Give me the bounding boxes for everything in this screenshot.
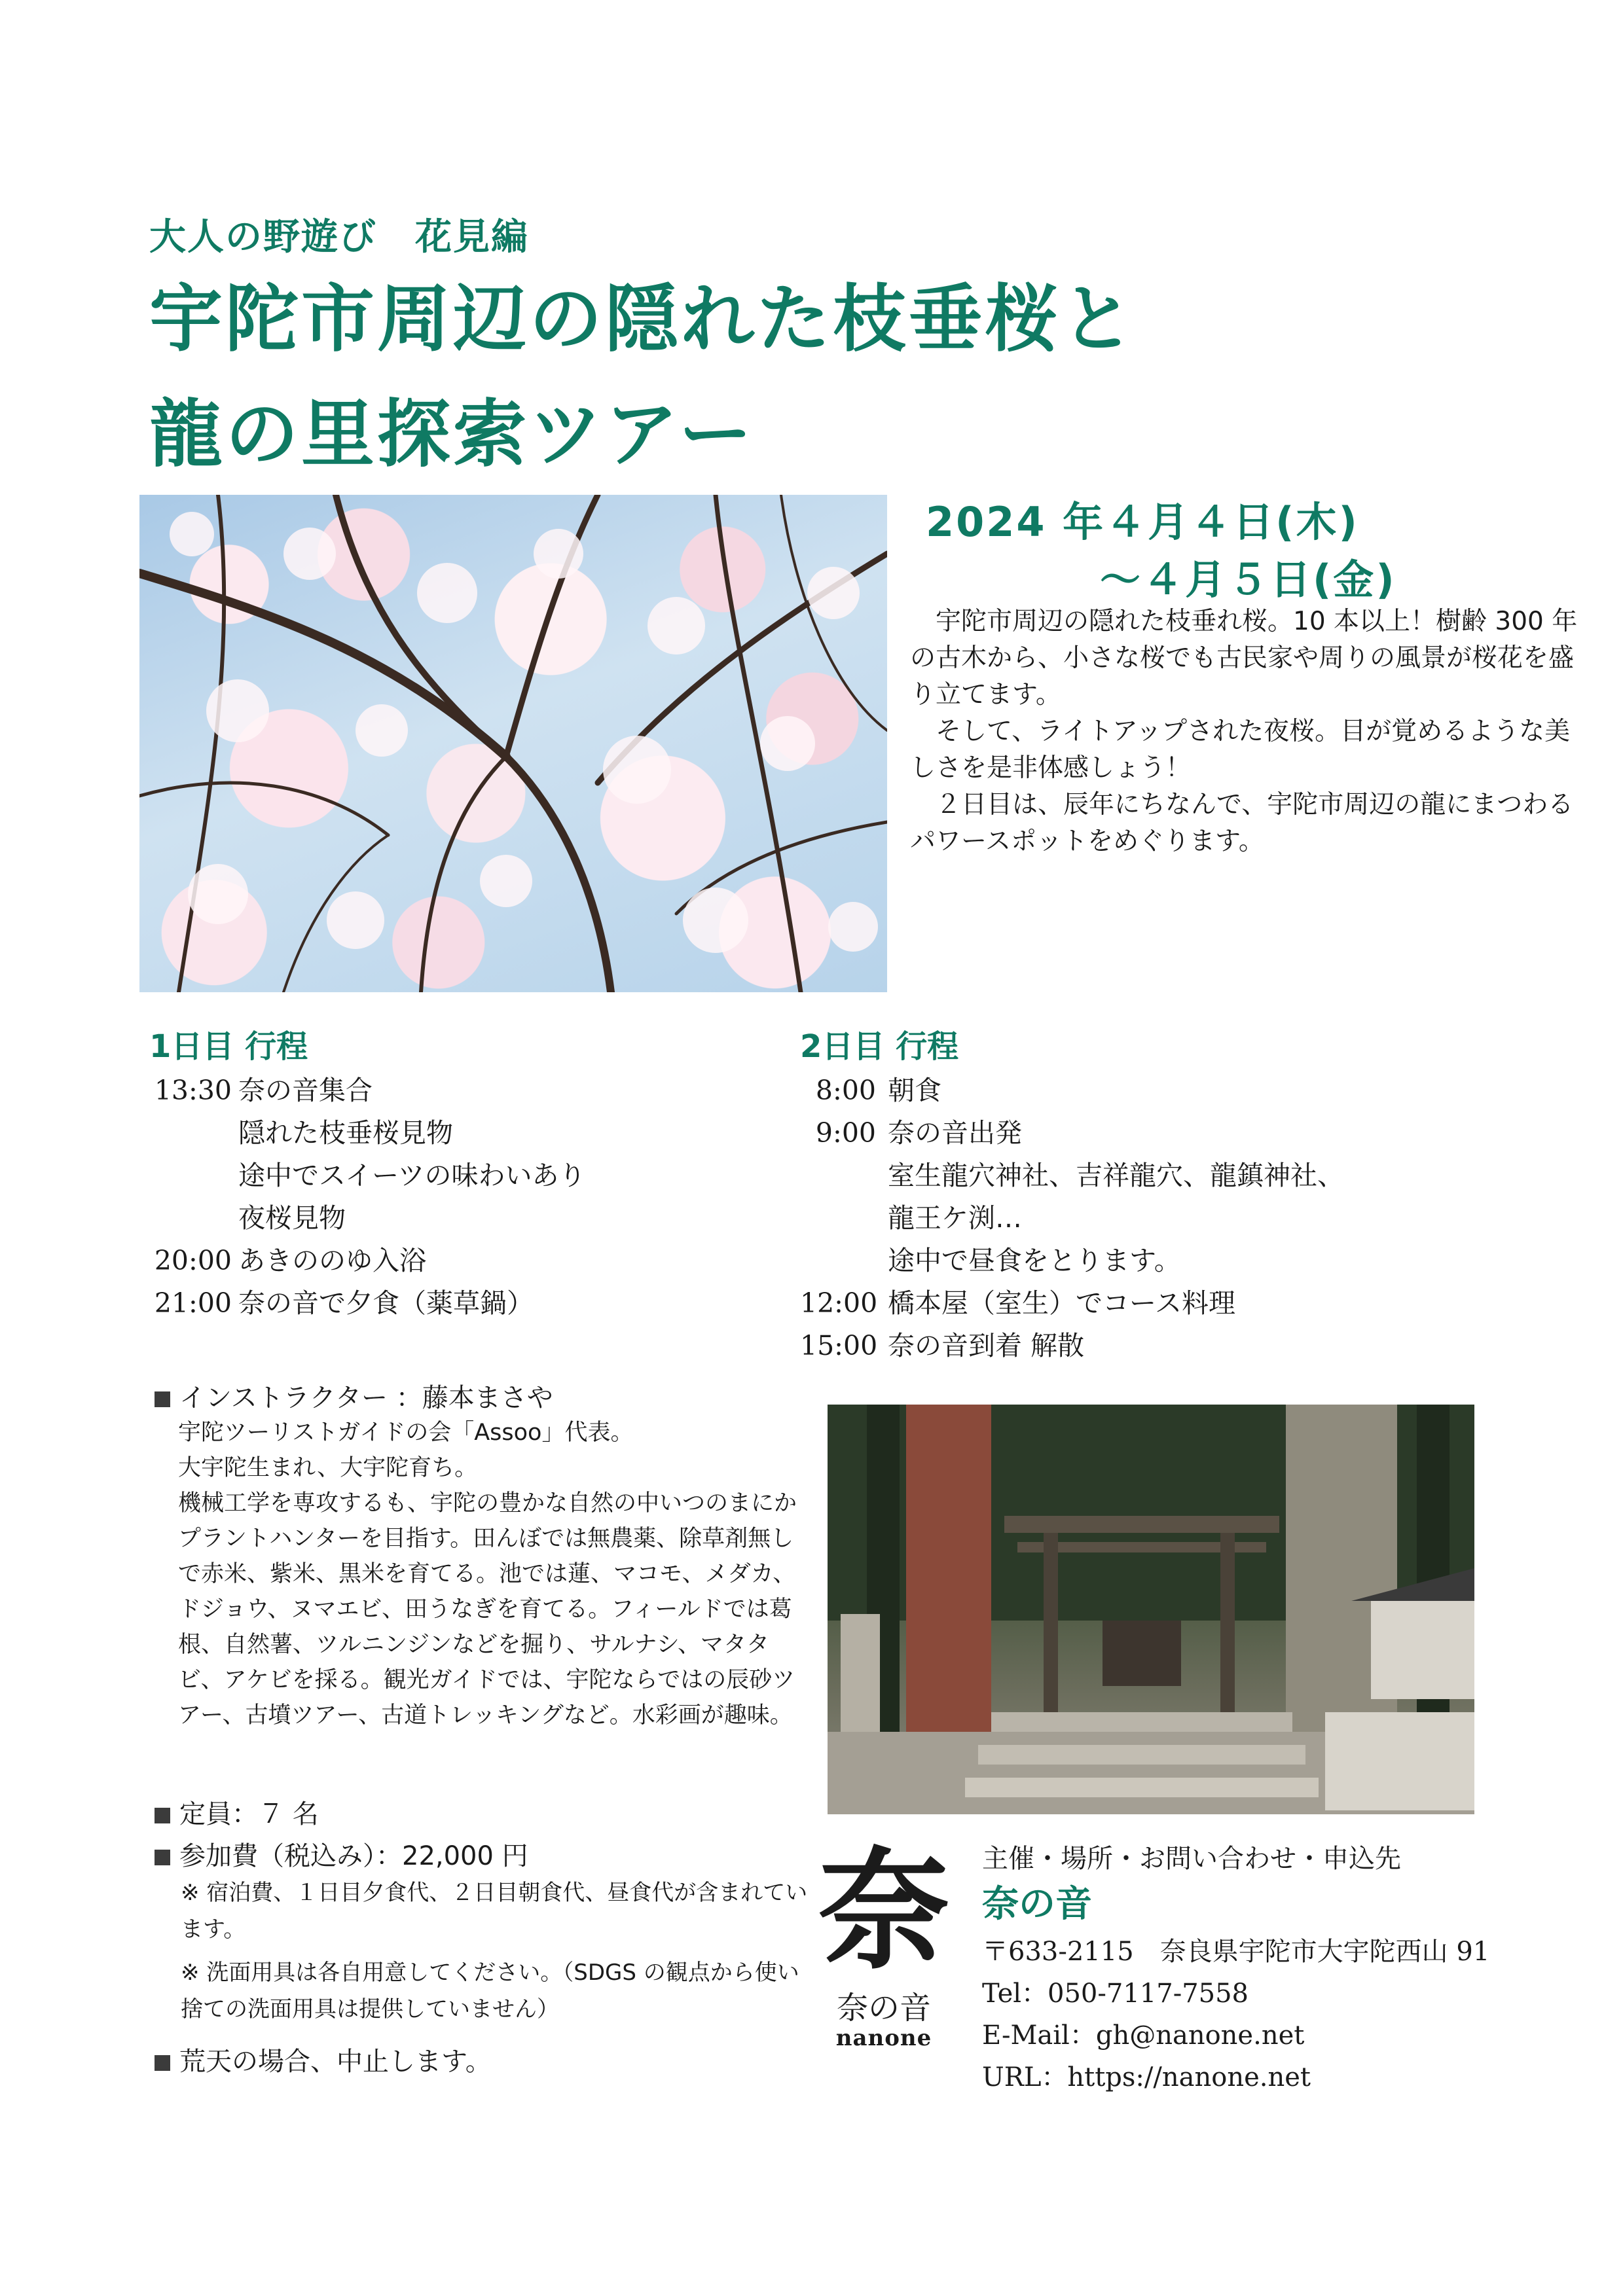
schedule-text: あきののゆ入浴 <box>238 1245 426 1276</box>
schedule-text: 途中で昼食をとります。 <box>888 1245 1181 1276</box>
capacity-info <box>155 1793 319 1831</box>
tour-date-end: ～４月５日(金) <box>1100 556 1396 603</box>
series-subtitle: 大人の野遊び 花見編 <box>149 216 529 259</box>
schedule-row <box>149 1112 586 1155</box>
fee-text: 参加費（税込み）：22,000 円 <box>179 1841 528 1871</box>
schedule-row <box>800 1112 1344 1155</box>
schedule-row <box>800 1325 1344 1367</box>
schedule-time: 9:00 <box>815 1117 876 1149</box>
bio-line: 機械工学を専攻するも、宇陀の豊かな自然の中いつのまにかプラントハンターを目指す。田んぼでは無農薬、除草剤無しで赤米、紫米、黒米を育てる。池では蓮、マコモ、メダカ、ドジョウ、ヌマエビ、田うなぎを育てる。フィールドでは葛根、自然薯、ツルニンジンなどを掘り、サルナシ、マタタビ、アケビを採る。観光ガイドでは、宇陀ならではの辰砂ツアー、古墳ツアー、古道トレッキングなど。水彩画が趣味。 <box>178 1490 797 1729</box>
cancellation-text: 荒天の場合、中止します。 <box>179 2047 492 2077</box>
cancellation-info <box>155 2041 492 2078</box>
instructor-title: インストラクター ：藤本まさや <box>179 1383 553 1413</box>
day1-schedule <box>149 1069 586 1325</box>
schedule-text: 龍王ケ渕… <box>888 1202 1022 1234</box>
contact-address: 〒633-2115 奈良県宇陀市大宇陀西山 91 <box>982 1937 1490 1967</box>
schedule-row <box>149 1197 586 1240</box>
schedule-time: 12:00 <box>800 1287 878 1319</box>
schedule-text: 奈の音出発 <box>888 1117 1022 1149</box>
schedule-row <box>149 1155 586 1197</box>
schedule-row <box>800 1282 1344 1325</box>
schedule-time: 13:30 <box>154 1075 232 1106</box>
schedule-text: 朝食 <box>888 1075 941 1106</box>
schedule-row <box>149 1282 586 1325</box>
square-bullet-icon <box>155 2055 170 2071</box>
schedule-row <box>800 1197 1344 1240</box>
nanone-logo <box>818 1834 950 2051</box>
schedule-time <box>149 1112 232 1155</box>
schedule-text: 橋本屋（室生）でコース料理 <box>888 1287 1235 1319</box>
square-bullet-icon <box>155 1850 170 1865</box>
day2-heading: 2日目 行程 <box>800 1028 959 1065</box>
square-bullet-icon <box>155 1391 170 1407</box>
day1-heading: 1日目 行程 <box>149 1028 308 1065</box>
instructor-bio <box>178 1415 813 1733</box>
fee-info <box>155 1835 528 1873</box>
intro-paragraph: そして、ライトアップされた夜桜。目が覚めるような美しさを是非体感しょう！ <box>910 717 1571 783</box>
schedule-time <box>800 1240 876 1282</box>
schedule-row <box>800 1240 1344 1282</box>
contact-url[interactable]: URL：https://nanone.net <box>982 2062 1311 2092</box>
intro-paragraph: 宇陀市周辺の隠れた枝垂れ桜。10 本以上！樹齢 300 年の古木から、小さな桜でも古民家や周りの風景が桜花を盛り立てます。 <box>910 607 1578 709</box>
contact-block <box>982 1839 1489 2098</box>
schedule-text: 奈の音で夕食（薬草鍋） <box>238 1287 534 1319</box>
schedule-time <box>149 1197 232 1240</box>
bio-line: 宇陀ツーリストガイドの会「Assoo」代表。 <box>178 1420 634 1446</box>
contact-email[interactable]: E-Mail：gh@nanone.net <box>982 2020 1305 2051</box>
schedule-time <box>149 1155 232 1197</box>
shrine-torii-photo <box>828 1405 1474 1814</box>
schedule-row <box>800 1069 1344 1112</box>
schedule-text: 隠れた枝垂桜見物 <box>238 1117 453 1149</box>
schedule-row <box>149 1240 586 1282</box>
schedule-text: 奈の音集合 <box>238 1075 373 1106</box>
schedule-text: 室生龍穴神社、吉祥龍穴、龍鎮神社、 <box>888 1160 1344 1191</box>
intro-text <box>910 603 1578 860</box>
contact-tel[interactable]: Tel：050-7117-7558 <box>982 1979 1249 2009</box>
schedule-time: 21:00 <box>154 1287 232 1319</box>
schedule-text: 途中でスイーツの味わいあり <box>238 1160 586 1191</box>
organizer-name: 奈の音 <box>982 1883 1092 1926</box>
schedule-time: 8:00 <box>815 1075 876 1106</box>
schedule-time: 20:00 <box>154 1245 232 1276</box>
schedule-time: 15:00 <box>800 1330 878 1361</box>
schedule-time <box>800 1155 876 1197</box>
schedule-row <box>800 1155 1344 1197</box>
square-bullet-icon <box>155 1808 170 1823</box>
schedule-row <box>149 1069 586 1112</box>
tour-date-start: 2024 年４月４日(木) <box>926 498 1359 546</box>
schedule-text: 奈の音到着 解散 <box>888 1330 1085 1361</box>
instructor-heading <box>155 1377 553 1414</box>
day2-schedule <box>800 1069 1344 1367</box>
page-title-line-1: 宇陀市周辺の隠れた枝垂桜と <box>149 277 1137 362</box>
fee-note-toiletries: ※ 洗面用具は各自用意してください。（SDGS の観点から使い捨ての洗面用具は提供していません） <box>181 1960 799 2022</box>
logo-roman: nanone <box>835 2025 932 2051</box>
capacity-text: 定員：７ 名 <box>179 1799 319 1829</box>
page-title-line-2: 龍の里探索ツアー <box>149 392 755 477</box>
logo-name: 奈の音 <box>836 1990 931 2026</box>
schedule-time <box>800 1197 876 1240</box>
fee-note-meals: ※ 宿泊費、１日目夕食代、２日目朝食代、昼食代が含まれています。 <box>181 1880 808 1943</box>
intro-paragraph: ２日目は、辰年にちなんで、宇陀市周辺の龍にまつわるパワースポットをめぐります。 <box>910 790 1574 856</box>
contact-label: 主催・場所・お問い合わせ・申込先 <box>982 1844 1401 1874</box>
cherry-blossom-photo <box>139 495 887 992</box>
bio-line: 大宇陀生まれ、大宇陀育ち。 <box>178 1455 478 1481</box>
schedule-text: 夜桜見物 <box>238 1202 346 1234</box>
logo-mark: 奈 <box>818 1834 950 1988</box>
